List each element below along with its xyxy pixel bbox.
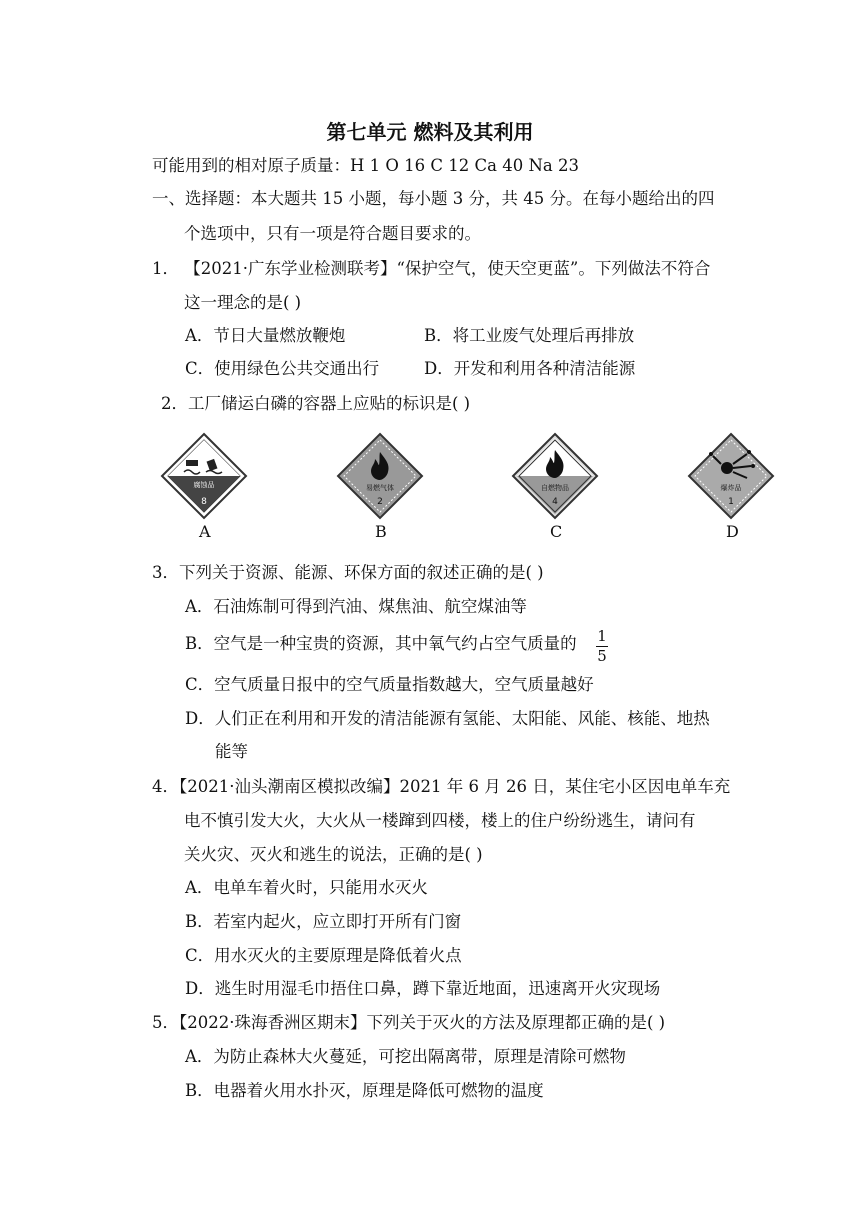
- fraction-denominator: 5: [597, 647, 607, 665]
- q1-option-a: A．节日大量燃放鞭炮: [185, 326, 346, 345]
- section-heading-cont: 个选项中，只有一项是符合题目要求的。: [184, 224, 481, 243]
- question-3-stem: 3．下列关于资源、能源、环保方面的叙述正确的是( ): [152, 563, 544, 582]
- q1-option-b: B．将工业废气处理后再排放: [424, 326, 635, 345]
- page-title: 第七单元 燃料及其利用: [326, 120, 534, 144]
- question-4-stem-cont: 电不慎引发大火，大火从一楼蹿到四楼，楼上的住户纷纷逃生，请问有: [184, 811, 696, 830]
- section-heading: 一、选择题：本大题共 15 小题，每小题 3 分，共 45 分。在每小题给出的四: [152, 189, 715, 208]
- q3-option-a: A．石油炼制可得到汽油、煤焦油、航空煤油等: [185, 597, 527, 616]
- hazard-sign-d: [687, 432, 775, 520]
- q4-option-a: A．电单车着火时，只能用水灭火: [185, 878, 428, 897]
- question-1-stem: 1． 【2021·广东学业检测联考】“保护空气，使天空更蓝”。下列做法不符合: [152, 259, 711, 278]
- hazard-sign-b: [336, 432, 424, 520]
- q3-option-c: C．空气质量日报中的空气质量指数越大，空气质量越好: [185, 675, 594, 694]
- sign-c-label: 自燃物品: [541, 484, 569, 492]
- q3-option-d-cont: 能等: [215, 742, 248, 761]
- question-1-stem-cont: 这一理念的是( ): [184, 293, 302, 312]
- q5-option-b: B．电器着火用水扑灭，原理是降低可燃物的温度: [185, 1081, 544, 1100]
- question-4-stem: 4．【2021·汕头潮南区模拟改编】2021 年 6 月 26 日，某住宅小区因电单车充: [152, 777, 731, 796]
- hazard-sign-c: [511, 432, 599, 520]
- q3-option-b: B．空气是一种宝贵的资源，其中氧气约占空气质量的: [185, 634, 577, 653]
- q1-option-c: C．使用绿色公共交通出行: [185, 359, 380, 378]
- sign-a-label: 腐蚀品: [193, 481, 215, 489]
- hazard-sign-a: [160, 432, 248, 520]
- q4-option-c: C．用水灭火的主要原理是降低着火点: [185, 946, 462, 965]
- question-5-stem: 5．【2022·珠海香洲区期末】下列关于灭火的方法及原理都正确的是( ): [152, 1013, 666, 1032]
- q4-option-b: B．若室内起火，应立即打开所有门窗: [185, 912, 462, 931]
- atomic-masses: 可能用到的相对原子质量：H 1 O 16 C 12 Ca 40 Na 23: [152, 156, 579, 175]
- sign-a-number: 8: [201, 497, 207, 507]
- q5-option-a: A．为防止森林大火蔓延，可挖出隔离带，原理是清除可燃物: [185, 1047, 626, 1066]
- sign-c-letter: C: [550, 522, 563, 541]
- sign-c-number: 4: [552, 497, 558, 507]
- sign-d-letter: D: [726, 522, 739, 541]
- question-4-stem-cont2: 关火灾、灭火和逃生的说法，正确的是( ): [184, 845, 483, 864]
- sign-d-number: 1: [728, 497, 734, 507]
- q4-option-d: D．逃生时用湿毛巾捂住口鼻，蹲下靠近地面，迅速离开火灾现场: [185, 979, 661, 998]
- q1-option-d: D．开发和利用各种清洁能源: [424, 359, 636, 378]
- question-2-stem: 2．工厂储运白磷的容器上应贴的标识是( ): [161, 394, 471, 413]
- sign-b-label: 易燃气体: [366, 484, 394, 492]
- fraction-numerator: 1: [597, 627, 607, 645]
- fraction-one-fifth: [596, 628, 608, 665]
- sign-b-number: 2: [377, 497, 383, 507]
- sign-a-letter: A: [199, 522, 211, 541]
- sign-b-letter: B: [375, 522, 387, 541]
- q3-option-d: D．人们正在利用和开发的清洁能源有氢能、太阳能、风能、核能、地热: [185, 709, 710, 728]
- sign-d-label: 爆炸品: [720, 484, 742, 492]
